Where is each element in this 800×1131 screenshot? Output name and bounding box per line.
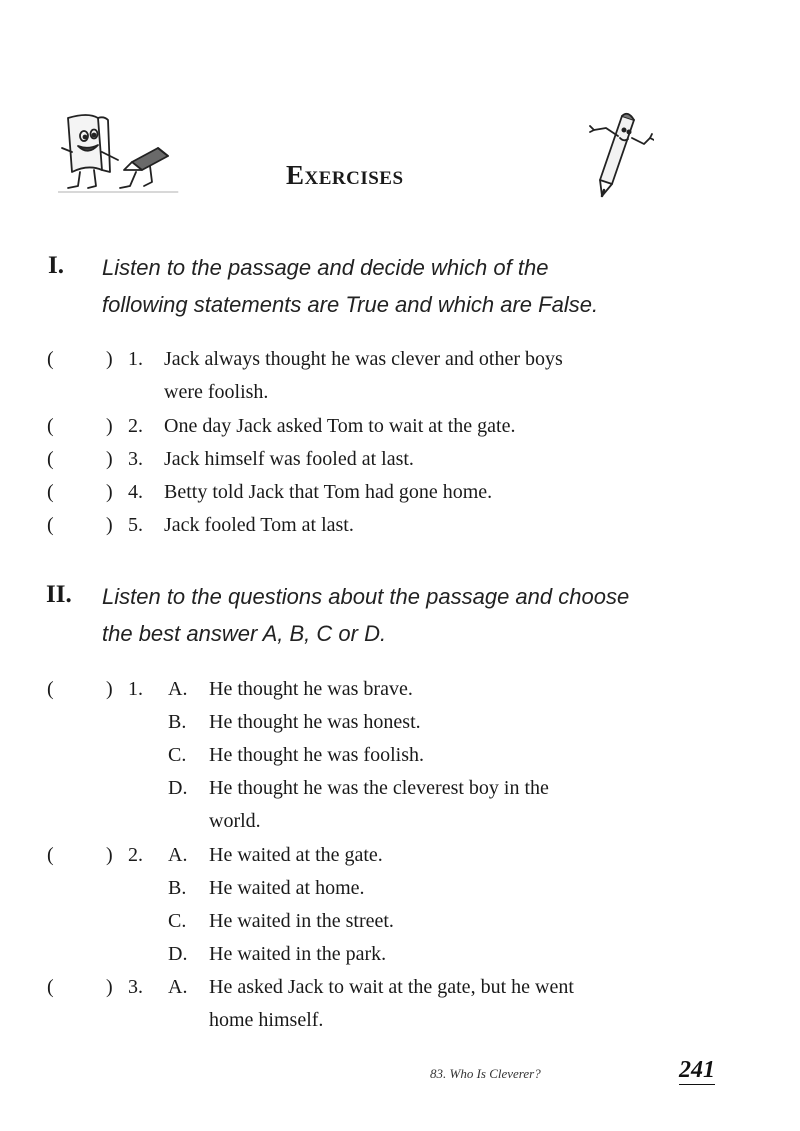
answer-blank-close: ) bbox=[106, 678, 113, 700]
option-letter: C. bbox=[168, 744, 187, 766]
option-text: He thought he was foolish. bbox=[209, 744, 424, 766]
answer-blank-open[interactable]: ( bbox=[47, 481, 54, 503]
option-letter: D. bbox=[168, 943, 188, 965]
answer-blank-close: ) bbox=[106, 448, 113, 470]
instruction-line: the best answer A, B, C or D. bbox=[102, 621, 387, 646]
answer-blank-close: ) bbox=[106, 844, 113, 866]
option-letter: A. bbox=[168, 678, 188, 700]
item-text: Betty told Jack that Tom had gone home. bbox=[164, 481, 493, 503]
answer-blank-close: ) bbox=[106, 348, 113, 370]
option-text: He asked Jack to wait at the gate, but he went bbox=[209, 976, 574, 998]
answer-blank-open[interactable]: ( bbox=[47, 348, 54, 370]
question-number: 2. bbox=[128, 844, 143, 866]
answer-blank-close: ) bbox=[106, 481, 113, 503]
option-text: He waited in the park. bbox=[209, 943, 387, 965]
option-letter: A. bbox=[168, 976, 188, 998]
section-2-numeral: II. bbox=[46, 581, 72, 608]
page-number: 241 bbox=[679, 1057, 715, 1083]
option-text: He waited in the street. bbox=[209, 910, 394, 932]
instruction-line: Listen to the passage and decide which of the bbox=[102, 255, 549, 280]
option-letter: D. bbox=[168, 777, 188, 799]
section-1-numeral: I. bbox=[48, 252, 64, 279]
item-text: were foolish. bbox=[164, 381, 269, 403]
option-letter: B. bbox=[168, 877, 187, 899]
item-number: 2. bbox=[128, 415, 143, 437]
page-title: Exercises bbox=[286, 160, 404, 190]
item-text: Jack himself was fooled at last. bbox=[164, 448, 414, 470]
option-text: home himself. bbox=[209, 1009, 324, 1031]
item-text: Jack always thought he was clever and other boys bbox=[164, 348, 563, 370]
option-text: He waited at home. bbox=[209, 877, 365, 899]
instruction-line: Listen to the questions about the passage and choose bbox=[102, 584, 630, 609]
answer-blank-open[interactable]: ( bbox=[47, 514, 54, 536]
item-text: One day Jack asked Tom to wait at the gate. bbox=[164, 415, 516, 437]
item-number: 3. bbox=[128, 448, 143, 470]
item-number: 1. bbox=[128, 348, 143, 370]
question-number: 1. bbox=[128, 678, 143, 700]
answer-blank-close: ) bbox=[106, 976, 113, 998]
item-number: 4. bbox=[128, 481, 143, 503]
section-1-instruction bbox=[102, 249, 598, 323]
option-text: He thought he was the cleverest boy in the bbox=[209, 777, 549, 799]
item-text: Jack fooled Tom at last. bbox=[164, 514, 354, 536]
option-text: He thought he was honest. bbox=[209, 711, 421, 733]
option-text: He waited at the gate. bbox=[209, 844, 383, 866]
answer-blank-open[interactable]: ( bbox=[47, 678, 54, 700]
question-number: 3. bbox=[128, 976, 143, 998]
lesson-reference: 83. Who Is Cleverer? bbox=[430, 1066, 541, 1081]
cartoon-pencil-icon bbox=[588, 108, 654, 200]
instruction-line: following statements are True and which are False. bbox=[102, 292, 599, 317]
item-number: 5. bbox=[128, 514, 143, 536]
answer-blank-close: ) bbox=[106, 415, 113, 437]
section-2-instruction bbox=[102, 578, 629, 652]
answer-blank-close: ) bbox=[106, 514, 113, 536]
option-text: world. bbox=[209, 810, 261, 832]
option-letter: B. bbox=[168, 711, 187, 733]
option-text: He thought he was brave. bbox=[209, 678, 413, 700]
cartoon-book-and-pencil-icon bbox=[58, 112, 182, 196]
answer-blank-open[interactable]: ( bbox=[47, 448, 54, 470]
answer-blank-open[interactable]: ( bbox=[47, 976, 54, 998]
answer-blank-open[interactable]: ( bbox=[47, 844, 54, 866]
option-letter: C. bbox=[168, 910, 187, 932]
answer-blank-open[interactable]: ( bbox=[47, 415, 54, 437]
option-letter: A. bbox=[168, 844, 188, 866]
